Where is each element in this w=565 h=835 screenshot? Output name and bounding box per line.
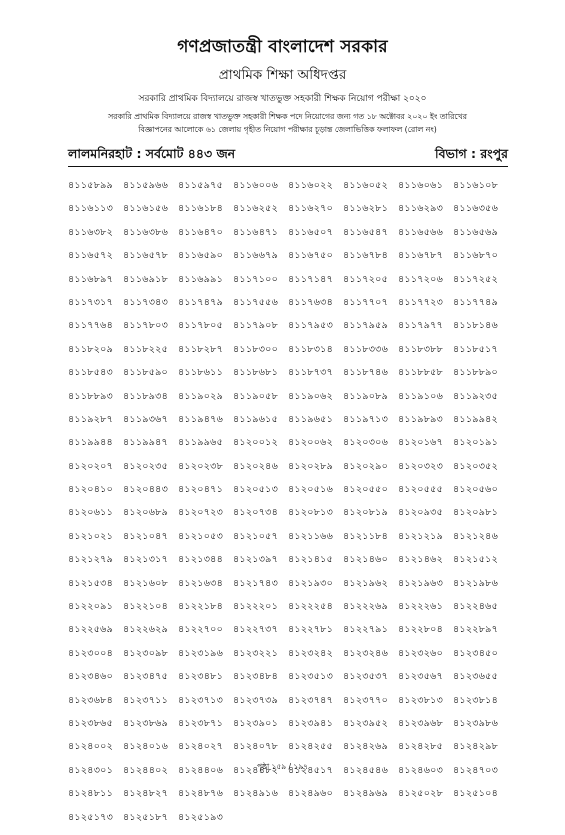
roll-number: ৪১২৩৭৭০	[343, 694, 389, 706]
roll-number: ৪১২৪৯৬৯	[343, 788, 389, 800]
roll-number: ৪১১৬৫৪৭	[343, 226, 389, 238]
roll-number: ৪১১৬৭৫০	[288, 250, 334, 262]
roll-number: ৪১২২৮০৪	[398, 624, 444, 636]
roll-number: ৪১২১০৫৭	[233, 530, 279, 542]
roll-number: ৪১১৯০৮৯	[343, 390, 388, 402]
roll-number: ৪১২২২৬১	[398, 601, 444, 613]
roll-number: ৪১১৬৪৭০	[178, 226, 224, 238]
roll-number: ৪১১৬৫৭২	[68, 250, 114, 262]
roll-number: ৪১২৩৯৫২	[343, 717, 389, 729]
roll-number: ৪১২৪৮৭৬	[178, 788, 224, 800]
roll-number: ৪১২৪২৬৯	[343, 741, 389, 753]
roll-number: ৪১১৬৩৮৬	[123, 226, 169, 238]
roll-number: ৪১২২৮৯৭	[453, 624, 499, 636]
roll-number: ৪১১৯৯৪৪	[68, 437, 113, 449]
roll-number: ৪১১৬৯১৮	[123, 273, 168, 285]
roll-number: ৪১১৬২৮১	[343, 203, 389, 215]
roll-number: ৪১১৮৩৩৬	[343, 343, 389, 355]
roll-number: ৪১১৬৫৬৯	[453, 226, 499, 238]
roll-number: ৪১১৬৮৭০	[453, 250, 499, 262]
roll-number: ৪১২৪০৭৮	[233, 741, 279, 753]
roll-number: ৪১২৩৯৮৬	[453, 717, 499, 729]
roll-number: ৪১২০৩৫২	[453, 460, 499, 472]
roll-number: ৪১২০৫৬০	[453, 484, 499, 496]
roll-number: ৪১২৪৪৮২	[233, 764, 279, 776]
roll-number: ৪১১৭২০৬	[398, 273, 444, 285]
roll-number: ৪১২১৯৮৬	[453, 577, 499, 589]
roll-number: ৪১১৬২৫২	[233, 203, 279, 215]
district-total-label: লালমনিরহাট : সর্বমোট ৪৪৩ জন	[68, 146, 236, 161]
roll-number: ৪১২১৯৩০	[288, 577, 334, 589]
roll-number: ৪১২১০৫৩	[178, 530, 224, 542]
roll-number: ৪১২১১৬৬	[288, 530, 334, 542]
roll-number: ৪১১৬০৬১	[398, 180, 444, 191]
roll-number: ৪১২১৯৬২	[343, 577, 389, 589]
district-header	[68, 143, 508, 165]
roll-number: ৪১১৯৬১৫	[233, 413, 278, 425]
roll-number: ৪১১৮৫১৭	[453, 343, 498, 355]
roll-number: ৪১১৬৪৭১	[233, 226, 279, 238]
roll-number: ৪১১৭৮০৩	[123, 320, 169, 332]
roll-number: ৪১২৩৮১৩	[398, 694, 444, 706]
roll-number: ৪১২৪৭০৩	[453, 764, 499, 776]
roll-number: ৪১১৬০০৬	[233, 180, 279, 191]
roll-number: ৪১২৩৯৬৮	[398, 717, 444, 729]
roll-number: ৪১১৯০২৯	[178, 390, 224, 402]
roll-number: ৪১১৮২০৯	[68, 343, 114, 355]
roll-number: ৪১১৬১১৩	[68, 203, 114, 215]
roll-number: ৪১১৯২৩৫	[453, 390, 499, 402]
roll-number: ৪১২৪৫৪৬	[343, 764, 389, 776]
roll-number: ৪১১৬৭৮৪	[343, 250, 389, 262]
roll-number: ৪১১৬০২২	[288, 180, 334, 191]
roll-number: ৪১১৬৮৯৭	[68, 273, 114, 285]
roll-number: ৪১২০২৪৬	[233, 460, 279, 472]
roll-number: ৪১২১২৭৯	[68, 554, 114, 566]
roll-number: ৪১২১২১৯	[398, 530, 444, 542]
roll-number: ৪১১৯৬৫১	[288, 413, 333, 425]
roll-number: ৪১১৮২৮৭	[178, 343, 224, 355]
roll-number: ৪১১৮৩৮৮	[398, 343, 443, 355]
roll-number: ৪১২৪০২৭	[178, 741, 224, 753]
page-number: পৃষ্ঠা ১৫৯ / ১৯৭	[256, 762, 309, 771]
roll-number: ৪১২১৫৩৪	[68, 577, 114, 589]
roll-number: ৪১১৬৩৮২	[68, 226, 114, 238]
roll-number: ৪১১৮৫৪৩	[68, 367, 113, 379]
department-title: প্রাথমিক শিক্ষা অধিদপ্তর	[218, 67, 347, 83]
roll-number: ৪১২০২৮৯	[288, 460, 334, 472]
roll-number: ৪১২০৬১১	[68, 507, 114, 519]
roll-number: ৪১২৩৪৮১	[178, 671, 224, 683]
roll-number: ৪১২৩২৪২	[288, 647, 334, 659]
roll-number: ৪১২০৫১৬	[288, 484, 334, 496]
roll-number: ৪১১৯৪৭৬	[178, 413, 224, 425]
roll-number: ৪১১৭৩৪৩	[123, 296, 169, 308]
roll-number: ৪১১৮১৪৬	[453, 320, 498, 332]
roll-number: ৪১১৮৭৩৭	[288, 367, 334, 379]
roll-number: ৪১২১০২১	[68, 530, 114, 542]
roll-number: ৪১২৩০৯৮	[123, 647, 169, 659]
roll-number: ৪১১৬৫৯০	[178, 250, 224, 262]
roll-number: ৪১২০৮১৩	[288, 507, 334, 519]
roll-number: ৪১২০৯৮১	[453, 507, 499, 519]
roll-number: ৪১২৩২২১	[233, 647, 279, 659]
roll-number: ৪১১৬০৫২	[343, 180, 389, 191]
roll-number: ৪১২০৫৫০	[343, 484, 389, 496]
roll-number: ৪১১৭১৪৭	[288, 273, 334, 285]
roll-number: ৪১২৩২৬০	[398, 647, 444, 659]
roll-number: ৪১১৮৮৫৮	[398, 367, 443, 379]
roll-number: ৪১২১০৪৭	[123, 530, 169, 542]
roll-number: ৪১২৩৮৬৯	[123, 717, 169, 729]
roll-number: ৪১২১৬৩৪	[178, 577, 224, 589]
roll-number: ৪১২৪৮২৭	[123, 788, 169, 800]
roll-number: ৪১২০০১২	[233, 437, 279, 449]
roll-number: ৪১১৭৯৫৩	[288, 320, 334, 332]
roll-number: ৪১২৫১৯৩	[178, 811, 224, 823]
roll-number: ৪১১৯৩৬৭	[123, 413, 169, 425]
roll-number: ৪১২৪৪০২	[123, 764, 169, 776]
roll-number: ৪১১৮৩১৪	[288, 343, 333, 355]
roll-number: ৪১১৫৯৬৬	[123, 180, 169, 191]
roll-number: ৪১১৮৯৩৪	[123, 390, 168, 402]
roll-number: ৪১২৩৯৪১	[288, 717, 334, 729]
roll-number: ৪১২৪২৯৮	[453, 741, 499, 753]
roll-number: ৪১১৫৯৭৫	[178, 180, 223, 191]
roll-number: ৪১২২১০৪	[123, 601, 169, 613]
roll-number: ৪১২১৫১২	[453, 554, 499, 566]
roll-number: ৪১২৩৪৮৪	[233, 671, 279, 683]
roll-number: ৪১১৬৫০৭	[288, 226, 334, 238]
roll-number: ৪১১৮৮৯০	[453, 367, 498, 379]
roll-number: ৪১২৪০০২	[68, 741, 114, 753]
roll-number: ৪১২১৯৬৩	[398, 577, 444, 589]
roll-number: ৪১২৩২৪৬	[343, 647, 389, 659]
roll-number: ৪১১৯৯৪৭	[123, 437, 168, 449]
roll-number: ৪১২৩১৯৬	[178, 647, 224, 659]
roll-number: ৪১২৩৮১৪	[453, 694, 499, 706]
roll-number: ৪১২০১৬৭	[398, 437, 444, 449]
roll-number: ৪১১৭৮০৫	[178, 320, 224, 332]
roll-number: ৪১২০৫১৩	[233, 484, 279, 496]
roll-number: ৪১২১২৪৬	[453, 530, 499, 542]
roll-number: ৪১২২৫৬৯	[68, 624, 114, 636]
roll-number: ৪১১৮৩০০	[233, 343, 279, 355]
roll-number: ৪১২১৪৬০	[343, 554, 389, 566]
roll-number: ৪১২০৪১০	[68, 484, 114, 496]
roll-number: ৪১১৭৯৭৭	[398, 320, 444, 332]
roll-number: ৪১১৯৭১৩	[343, 413, 389, 425]
roll-number: ৪১২৩৭১১	[123, 694, 169, 706]
roll-number: ৪১২২৭৩৭	[233, 624, 279, 636]
roll-number: ৪১২১৪১৫	[288, 554, 333, 566]
roll-number: ৪১২১৭৪৩	[233, 577, 279, 589]
roll-number: ৪১২৩৮৭১	[178, 717, 224, 729]
roll-number: ৪১১৬৩৫৬	[453, 203, 499, 215]
roll-number: ৪১১৭৬৩৪	[288, 296, 334, 308]
roll-number: ৪১২৩৬৮৪	[68, 694, 114, 706]
roll-number: ৪১১৬১৫৬	[123, 203, 169, 215]
roll-number: ৪১২৫০২৮	[398, 788, 444, 800]
roll-number: ৪১২০৯৩৫	[398, 507, 444, 519]
roll-number: ৪১২১৩৯৭	[233, 554, 279, 566]
roll-number: ৪১২০৫৫৫	[398, 484, 444, 496]
roll-number: ৪১১৬৬৭৯	[233, 250, 279, 262]
roll-number: ৪১২২২০১	[233, 601, 279, 613]
roll-number: ৪১১৭৭৬৪	[68, 320, 114, 332]
roll-number: ৪১১৭৭০৭	[343, 296, 389, 308]
roll-number: ৪১১৬২৯৩	[398, 203, 444, 215]
roll-number: ৪১২৪০১৬	[123, 741, 169, 753]
roll-number: ৪১১৮৫৯০	[123, 367, 168, 379]
roll-number: ৪১২২৭৯১	[343, 624, 389, 636]
notice-line-2: বিজ্ঞাপনের আলোকে ৬১ জেলায় গৃহীত নিয়োগ পরীক্ষার চূড়ান্ত জেলাভিত্তিক ফলাফল (রোল নং)	[138, 125, 437, 134]
roll-number: ৪১১৮৬১১	[178, 367, 223, 379]
government-title: গণপ্রজাতন্ত্রী বাংলাদেশ সরকার	[177, 37, 388, 57]
roll-number: ৪১১৭৯৫৯	[343, 320, 388, 332]
roll-number: ৪১২৪২৫৫	[288, 741, 334, 753]
roll-number: ৪১১৯০৫৮	[233, 390, 278, 402]
roll-number: ৪১১৭১০০	[233, 273, 279, 285]
roll-number: ৪১১৭৭২৩	[398, 296, 444, 308]
roll-number: ৪১২০৭২৩	[178, 507, 224, 519]
roll-number: ৪১২৪৯৬০	[288, 788, 334, 800]
roll-number: ৪১১৯৯৬৫	[178, 437, 223, 449]
roll-number: ৪১১৯৯৪২	[453, 413, 498, 425]
roll-number: ৪১১৭৪৭৯	[178, 296, 224, 308]
district-divider	[68, 166, 508, 168]
roll-number: ৪১২১৩৪৪	[178, 554, 224, 566]
roll-number: ৪১১৬৭৮৭	[398, 250, 444, 262]
roll-number: ৪১১৮৬৮১	[233, 367, 278, 379]
notice-line-1: সরকারি প্রাথমিক বিদ্যালয়ে রাজস্ব খাতভুক্ত সহকারী শিক্ষক পদে নিয়োগের জন্য গত ১৮ অক্টোবর ২০২০ ইং তারিখের	[108, 112, 467, 121]
roll-number: ৪১২২০৯১	[68, 601, 114, 613]
result-notice	[70, 110, 505, 136]
roll-number: ৪১২১৩১৭	[123, 554, 169, 566]
roll-number: ৪১২২২৬৯	[343, 601, 389, 613]
division-label: বিভাগ : রংপুর	[435, 146, 508, 161]
roll-number: ৪১২২১৮৪	[178, 601, 224, 613]
roll-number: ৪১১৭২৫২	[453, 273, 499, 285]
roll-number: ৪১২২২৫৪	[288, 601, 334, 613]
roll-number: ৪১১৭৫৫৬	[233, 296, 279, 308]
roll-number: ৪১২০১৯১	[453, 437, 499, 449]
roll-number: ৪১১৭৩১৭	[68, 296, 114, 308]
roll-number: ৪১২৪৪০৬	[178, 764, 224, 776]
roll-number: ৪১১৯৮৯৩	[398, 413, 443, 425]
roll-number: ৪১২৪২৮৫	[398, 741, 444, 753]
roll-number: ৪১২৩৭১৩	[178, 694, 224, 706]
roll-number: ৪১২৩৮৬৫	[68, 717, 114, 729]
roll-number: ৪১২২৭০০	[178, 624, 224, 636]
roll-number: ৪১২৩৪৭৫	[123, 671, 169, 683]
roll-number: ৪১২০২৩৫	[123, 460, 169, 472]
roll-number: ৪১২৫১০৪	[453, 788, 499, 800]
roll-number: ৪১১৬১০৮	[453, 180, 499, 191]
roll-number: ৪১১৯২৮৭	[68, 413, 114, 425]
roll-number: ৪১২৩০০৪	[68, 647, 114, 659]
roll-number: ৪১২৩৪৫০	[453, 647, 499, 659]
roll-number: ৪১২০৭৩৪	[233, 507, 279, 519]
roll-number: ৪১২৪৮১১	[68, 788, 113, 800]
roll-number: ৪১১৬৫৬৬	[398, 226, 444, 238]
roll-number: ৪১২২৬২৯	[123, 624, 169, 636]
roll-number: ৪১২৪৩০১	[68, 764, 114, 776]
roll-number: ৪১২৪৫১৭	[288, 764, 334, 776]
roll-number: ৪১২০৪৭১	[178, 484, 224, 496]
roll-number: ৪১১৬২৭০	[288, 203, 334, 215]
roll-number: ৪১২৩৭৪৭	[288, 694, 334, 706]
roll-number: ৪১১৭৭৪৯	[453, 296, 499, 308]
roll-number: ৪১১৬১৮৪	[178, 203, 223, 215]
roll-number: ৪১২০৩২৩	[398, 460, 444, 472]
roll-number: ৪১২৩৪৬০	[68, 671, 114, 683]
roll-number: ৪১১৮৭৪৬	[343, 367, 389, 379]
roll-number: ৪১২৩৫৩৭	[343, 671, 389, 683]
roll-number: ৪১১৮৮৯৩	[68, 390, 113, 402]
roll-number: ৪১১৬৯৯১	[178, 273, 223, 285]
roll-number: ৪১২০২৯০	[343, 460, 389, 472]
roll-number: ৪১২৫১৭৩	[68, 811, 114, 823]
roll-number: ৪১২৩৫৬৭	[398, 671, 444, 683]
roll-number: ৪১২২৭৮১	[288, 624, 334, 636]
roll-number: ৪১২০২০৭	[68, 460, 114, 472]
roll-number: ৪১২৪৯১৬	[233, 788, 279, 800]
roll-number: ৪১২৪৬০৩	[398, 764, 444, 776]
roll-number: ৪১১৭৯০৮	[233, 320, 279, 332]
exam-title: সরকারি প্রাথমিক বিদ্যালয়ে রাজস্ব খাতভুক্ত সহকারী শিক্ষক নিয়োগ পরীক্ষা ২০২০	[138, 94, 427, 104]
roll-number: ৪১২১৬০৮	[123, 577, 169, 589]
roll-number: ৪১১৭২০৫	[343, 273, 389, 285]
roll-number: ৪১১৫৮৯৯	[68, 180, 113, 191]
roll-number: ৪১১৯১০৬	[398, 390, 444, 402]
roll-number: ৪১২৩৫১৩	[288, 671, 334, 683]
roll-number: ৪১১৯০৬২	[288, 390, 334, 402]
roll-number: ৪১২৩৯০১	[233, 717, 279, 729]
roll-number: ৪১২২৪৬৫	[453, 601, 499, 613]
roll-number: ৪১২০৬৮৯	[123, 507, 169, 519]
roll-number: ৪১২১৪৬২	[398, 554, 444, 566]
roll-number: ৪১২৫১৮৭	[123, 811, 169, 823]
roll-number: ৪১২১১৮৪	[343, 530, 388, 542]
roll-number: ৪১১৮২২৫	[123, 343, 169, 355]
roll-number: ৪১২৩৬৫৫	[453, 671, 499, 683]
roll-number: ৪১২০৮১৯	[343, 507, 389, 519]
roll-number: ৪১২০০৬২	[288, 437, 334, 449]
roll-number: ৪১১৬৫৭৮	[123, 250, 169, 262]
roll-number: ৪১২৩৭৩৯	[233, 694, 279, 706]
roll-number: ৪১২০৩০৬	[343, 437, 389, 449]
roll-number: ৪১২০২৩৮	[178, 460, 224, 472]
roll-number-grid	[68, 180, 508, 835]
roll-number: ৪১২০৪৪৩	[123, 484, 169, 496]
